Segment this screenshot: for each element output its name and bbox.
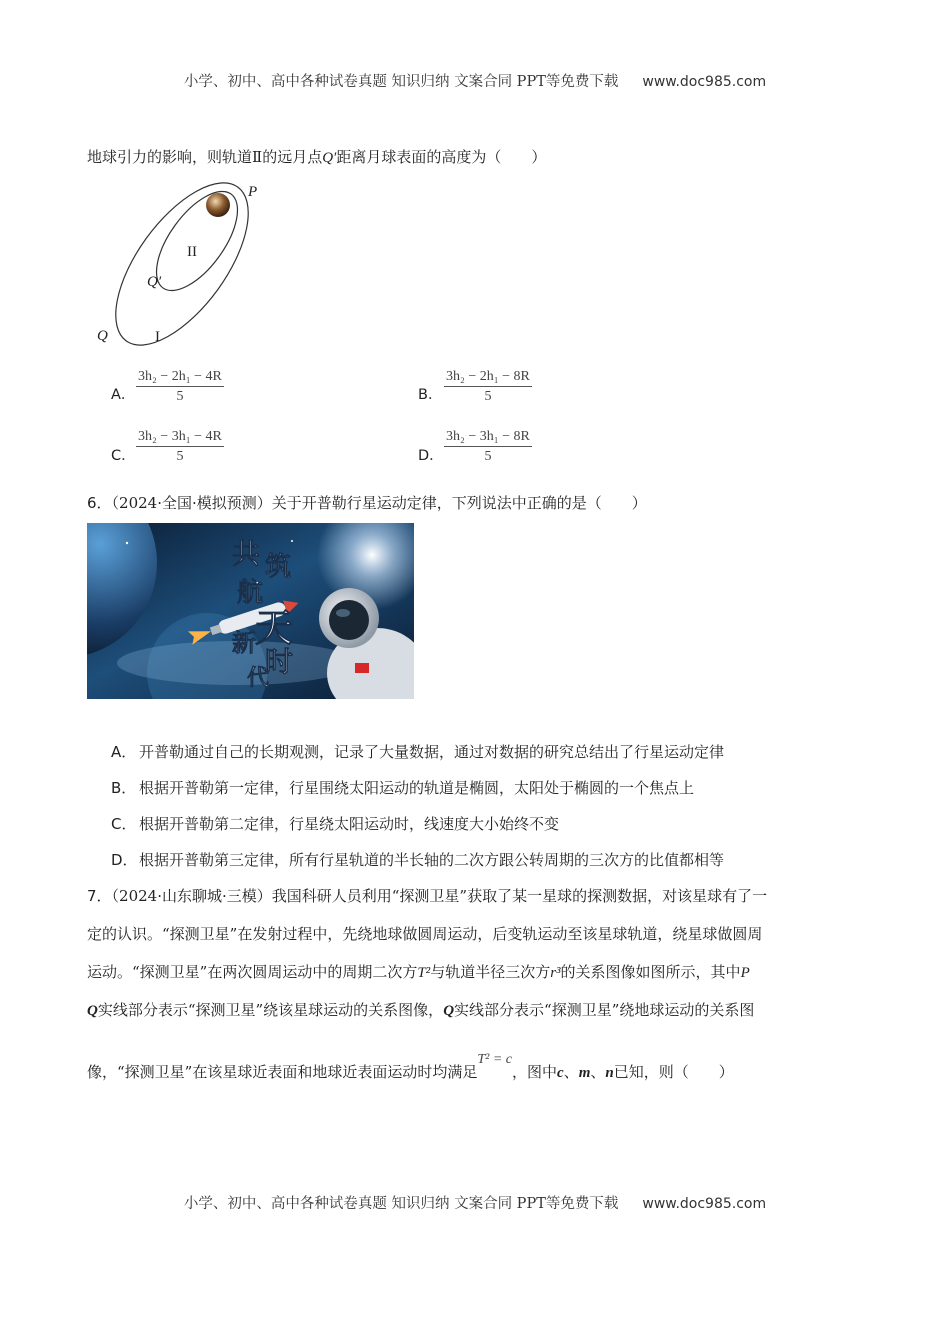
q7-line-4 bbox=[87, 999, 754, 1020]
q6-option-a-label: A． bbox=[111, 743, 137, 761]
orbit-1 bbox=[92, 178, 272, 348]
q7-var-c: c bbox=[557, 1065, 564, 1081]
q5-option-d-num: 3h₂ − 3h₁ − 8R bbox=[444, 429, 532, 447]
q5-option-d[interactable] bbox=[444, 429, 532, 465]
q7-line-3a: 运动。“探测卫星”在两次圆周运动中的周期二次方 bbox=[87, 963, 418, 981]
q7-var-r3: r³ bbox=[550, 965, 561, 981]
q7-line-3 bbox=[87, 961, 750, 982]
q6-option-d-label: D． bbox=[111, 851, 138, 869]
q7-var-q-2: Q bbox=[443, 1003, 455, 1019]
poster-char-6: 时 bbox=[265, 645, 294, 678]
q7-var-q: Q bbox=[87, 1003, 98, 1019]
q5-option-d-label[interactable]: D． bbox=[418, 448, 444, 464]
q7-line-4a: 实线部分表示“探测卫星”绕该星球运动的关系图像， bbox=[97, 1001, 444, 1019]
label-p: P bbox=[248, 184, 258, 200]
q7-line-2 bbox=[87, 923, 762, 944]
poster-char-3: 航 bbox=[237, 578, 264, 608]
q5-option-b-label[interactable]: B． bbox=[418, 387, 443, 403]
q7-line-4b: 实线部分表示“探测卫星”绕地球运动的关系图 bbox=[454, 1001, 755, 1019]
q5-option-c-num: 3h₂ − 3h₁ − 4R bbox=[136, 429, 224, 447]
q7-line-5a: 像，“探测卫星”在该星球近表面和地球近表面运动时均满足 bbox=[87, 1063, 478, 1081]
footer-text: 小学、初中、高中各种试卷真题 知识归纳 文案合同 PPT等免费下载 bbox=[183, 1196, 619, 1212]
q6-option-b[interactable] bbox=[111, 777, 694, 798]
q7-line-2-text: 定的认识。“探测卫星”在发射过程中，先绕地球做圆周运动，后变轨运动至该星球轨道，绕星球做圆周 bbox=[87, 925, 763, 943]
q6-number: 6． bbox=[87, 494, 112, 512]
q7-sep-2: 、 bbox=[590, 1063, 606, 1081]
q6-option-c[interactable] bbox=[111, 813, 559, 834]
q6-stem-text: （2024·全国·模拟预测）关于开普勒行星运动定律，下列说法中正确的是（ ） bbox=[111, 494, 647, 512]
poster-char-1: 共 bbox=[232, 537, 261, 570]
q5-intro bbox=[87, 146, 546, 167]
space-poster-image bbox=[87, 523, 414, 699]
q7-number: 7． bbox=[87, 887, 112, 905]
page-footer bbox=[0, 1192, 950, 1213]
label-orbit1: I bbox=[155, 329, 160, 345]
q7-var-m: m bbox=[578, 1065, 591, 1081]
q5-option-c-label[interactable]: C． bbox=[111, 448, 136, 464]
q5-var-qprime: Q′ bbox=[322, 150, 337, 166]
label-q: Q bbox=[97, 328, 108, 344]
q6-option-d-text: 根据开普勒第三定律，所有行星轨道的半长轴的二次方跟公转周期的三次方的比值都相等 bbox=[139, 851, 725, 869]
orbit-diagram bbox=[92, 178, 272, 348]
q5-option-c-den: 5 bbox=[176, 449, 184, 464]
q6-option-a-text: 开普勒通过自己的长期观测，记录了大量数据，通过对数据的研究总结出了行星运动定律 bbox=[139, 743, 725, 761]
q7-line-3b: 与轨道半径三次方 bbox=[430, 963, 551, 981]
q5-option-a-den: 5 bbox=[176, 389, 184, 404]
q7-line-1 bbox=[87, 885, 767, 906]
q7-sep-1: 、 bbox=[563, 1063, 579, 1081]
q7-var-n: n bbox=[605, 1065, 614, 1081]
q5-option-b-num: 3h₂ − 2h₁ − 8R bbox=[444, 369, 532, 387]
q7-line-1-text: （2024·山东聊城·三模）我国科研人员利用“探测卫星”获取了某一星球的探测数据，对该星球有了一 bbox=[111, 887, 768, 905]
q6-option-c-text: 根据开普勒第二定律，行星绕太阳运动时，线速度大小始终不变 bbox=[139, 815, 560, 833]
q7-var-t2: T² bbox=[417, 965, 431, 981]
q6-option-d[interactable] bbox=[111, 849, 724, 870]
q6-option-b-label: B． bbox=[111, 779, 137, 797]
q7-var-p: P bbox=[740, 965, 750, 981]
q6-option-a[interactable] bbox=[111, 741, 724, 762]
q7-line-5c: 已知，则（ ） bbox=[613, 1063, 734, 1081]
header-site[interactable]: www.doc985.com bbox=[642, 74, 767, 90]
page-header bbox=[0, 70, 950, 91]
poster-char-5: 新 bbox=[232, 628, 256, 657]
q6-option-c-label: C． bbox=[111, 815, 137, 833]
q5-option-a-label[interactable]: A． bbox=[111, 387, 136, 403]
poster-char-4: 天 bbox=[255, 605, 294, 650]
q5-option-c[interactable] bbox=[136, 429, 224, 465]
label-orbit2: II bbox=[187, 244, 197, 260]
q5-intro-text-2: 距离月球表面的高度为（ ） bbox=[336, 148, 547, 166]
q5-option-d-den: 5 bbox=[484, 449, 492, 464]
q7-line-5 bbox=[87, 1052, 734, 1082]
moon bbox=[206, 193, 230, 217]
q6-option-b-text: 根据开普勒第一定律，行星围绕太阳运动的轨道是椭圆，太阳处于椭圆的一个焦点上 bbox=[139, 779, 695, 797]
poster-char-2: 筑 bbox=[265, 552, 292, 582]
label-qprime: Q′ bbox=[147, 274, 162, 290]
q5-option-a[interactable] bbox=[136, 369, 224, 405]
q6-stem bbox=[87, 492, 647, 513]
q5-option-b-den: 5 bbox=[484, 389, 492, 404]
poster-char-7: 代 bbox=[247, 665, 270, 691]
q7-line-5b: ，图中 bbox=[512, 1063, 558, 1081]
header-text: 小学、初中、高中各种试卷真题 知识归纳 文案合同 PPT等免费下载 bbox=[183, 74, 619, 90]
footer-site[interactable]: www.doc985.com bbox=[642, 1196, 767, 1212]
q5-option-b[interactable] bbox=[444, 369, 532, 405]
q7-line-3c: 的关系图像如图所示，其中 bbox=[560, 963, 741, 981]
q7-equation: T² = c bbox=[477, 1052, 512, 1067]
q5-intro-text: 地球引力的影响，则轨道Ⅱ的远月点 bbox=[87, 148, 323, 166]
q5-option-a-num: 3h₂ − 2h₁ − 4R bbox=[136, 369, 224, 387]
